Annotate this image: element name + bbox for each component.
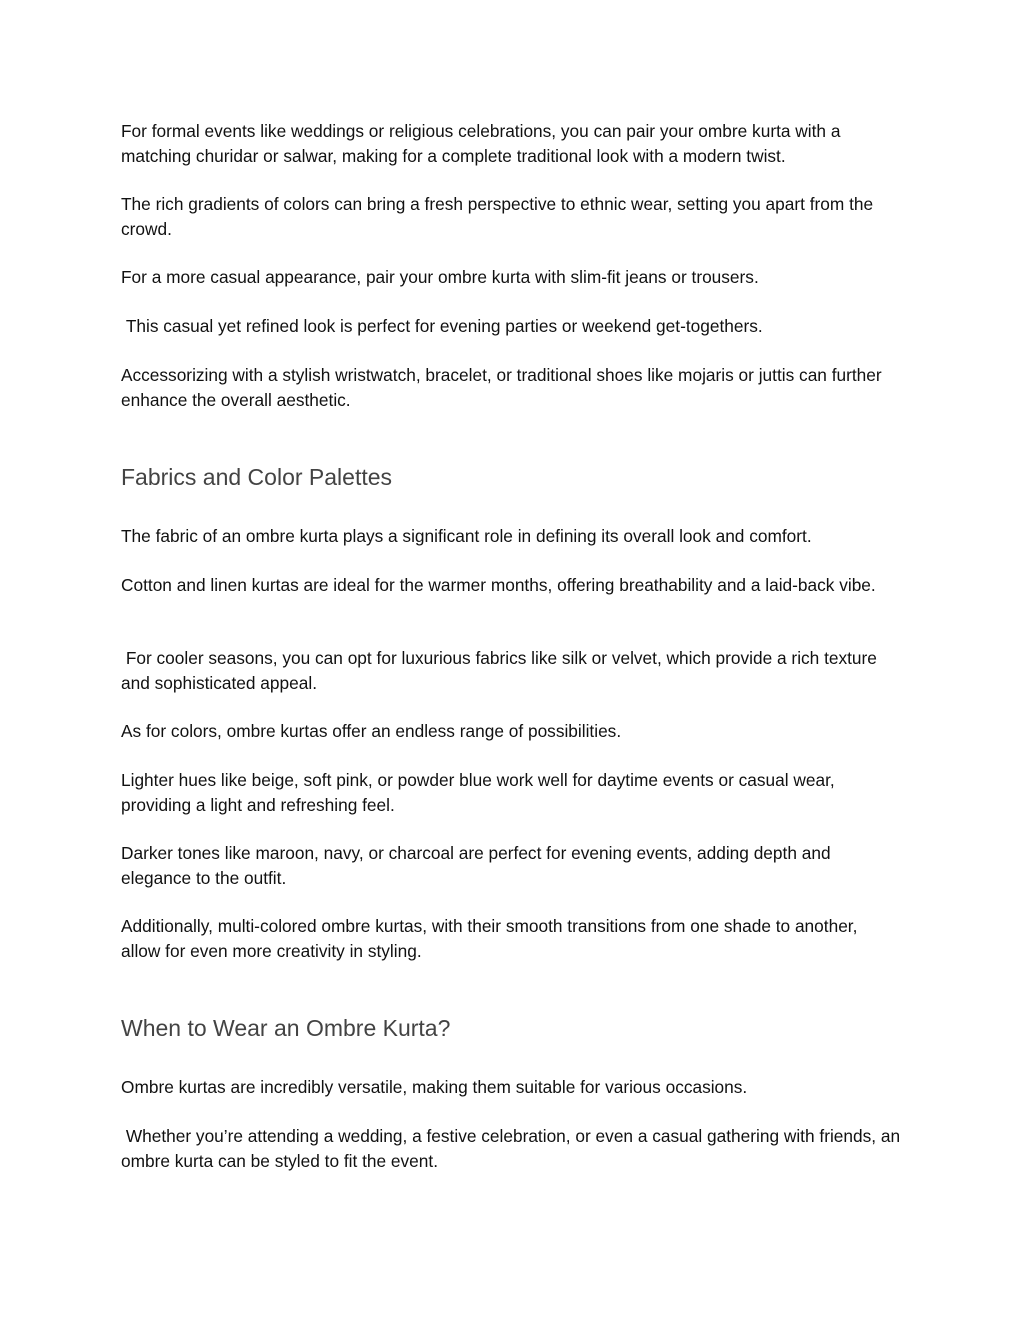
paragraph-colors: As for colors, ombre kurtas offer an endless range of possibilities. bbox=[121, 721, 622, 741]
paragraph-whether-attending: Whether you’re attending a wedding, a festive celebration, or even a casual gathering with friends, an ombre kurta can be styled to fit the event. bbox=[121, 1126, 905, 1171]
paragraph-fabric-role: The fabric of an ombre kurta plays a significant role in defining its overall look and comfort. bbox=[121, 526, 812, 546]
paragraph-versatile: Ombre kurtas are incredibly versatile, making them suitable for various occasions. bbox=[121, 1077, 748, 1097]
paragraph-darker-tones: Darker tones like maroon, navy, or charcoal are perfect for evening events, adding depth and elegance to the outfit. bbox=[121, 843, 836, 888]
heading-fabrics-color-palettes: Fabrics and Color Palettes bbox=[121, 464, 393, 490]
paragraph-cotton-linen: Cotton and linen kurtas are ideal for the warmer months, offering breathability and a laid-back vibe. bbox=[121, 575, 876, 595]
paragraph-lighter-hues: Lighter hues like beige, soft pink, or powder blue work well for daytime events or casual wear, providing a light and refreshing feel. bbox=[121, 770, 840, 815]
paragraph-cooler-seasons: For cooler seasons, you can opt for luxurious fabrics like silk or velvet, which provide a rich texture and sophisticated appeal. bbox=[121, 648, 882, 693]
paragraph-rich-gradients: The rich gradients of colors can bring a fresh perspective to ethnic wear, setting you apart from the crowd. bbox=[121, 194, 878, 239]
paragraph-casual-refined: This casual yet refined look is perfect for evening parties or weekend get-togethers. bbox=[121, 316, 763, 336]
heading-when-to-wear: When to Wear an Ombre Kurta? bbox=[121, 1015, 451, 1041]
paragraph-formal-events: For formal events like weddings or religious celebrations, you can pair your ombre kurta with a matching churidar or salwar, making for a complete traditional look with a modern twist. bbox=[121, 121, 846, 166]
paragraph-casual-appearance: For a more casual appearance, pair your ombre kurta with slim-fit jeans or trousers. bbox=[121, 267, 759, 287]
paragraph-accessorizing: Accessorizing with a stylish wristwatch, bracelet, or traditional shoes like mojaris or juttis can further enhance the overall aesthetic. bbox=[121, 365, 887, 410]
paragraph-multi-colored: Additionally, multi-colored ombre kurtas, with their smooth transitions from one shade to another, allow for even more creativity in styling. bbox=[121, 916, 863, 961]
